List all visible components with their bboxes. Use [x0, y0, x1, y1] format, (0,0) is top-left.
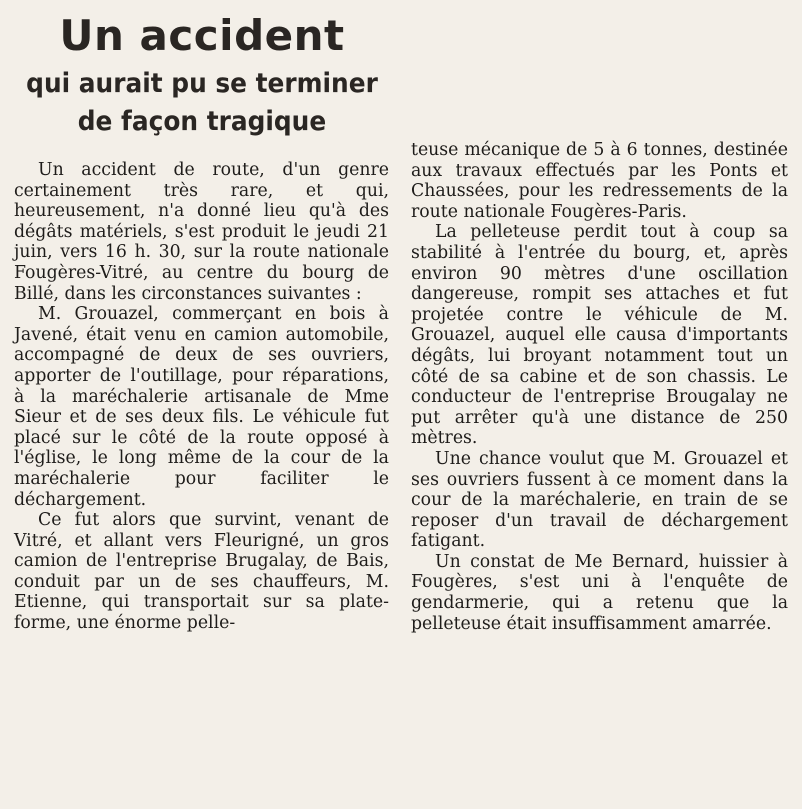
paragraph: M. Grouazel, commerçant en bois à Javené, était venu en camion automobile, accompagné de deux de ses ouvriers, apporter de l'outillage, pour réparations, à la maréchalerie artisanale de Mme Sieur et de ses deux fils. Le véhicule fut placé sur le côté de la route opposé à l'église, le long même de la cour de la maréchalerie pour faciliter le déchargement. [14, 304, 389, 510]
paragraph: Ce fut alors que survint, venant de Vitré, et allant vers Fleurigné, un gros camion de l'entreprise Brugalay, de Bais, conduit par un de ses chauffeurs, M. Etienne, qui transportait sur sa plate-forme, une énorme pelle- [14, 510, 389, 634]
article-subtitle-line-1: qui aurait pu se terminer [26, 68, 378, 99]
article-subtitle-line-2: de façon tragique [77, 106, 327, 137]
left-column [14, 160, 389, 634]
paragraph: La pelleteuse perdit tout à coup sa stabilité à l'entrée du bourg, et, après environ 90 mètres d'une oscillation dangereuse, rompit ses attaches et fut projetée contre le véhicule de M. Grouazel, auquel elle causa d'importants dégâts, lui broyant notamment tout un côté de sa cabine et de son chassis. Le conducteur de l'entreprise Brougalay ne put arrêter qu'à une distance de 250 mètres. [411, 222, 788, 449]
article-title: Un accident [59, 11, 345, 60]
paragraph-continued: teuse mécanique de 5 à 6 tonnes, destinée aux travaux effectués par les Ponts et Chaussées, pour les redressements de la route nationale Fougères-Paris. [411, 140, 788, 222]
paragraph: Un accident de route, d'un genre certainement très rare, et qui, heureusement, n'a donné lieu qu'à des dégâts matériels, s'est produit le jeudi 21 juin, vers 16 h. 30, sur la route nationale Fougères-Vitré, au centre du bourg de Billé, dans les circonstances suivantes : [14, 160, 389, 304]
paragraph: Une chance voulut que M. Grouazel et ses ouvriers fussent à ce moment dans la cour de la maréchalerie, en train de se reposer d'un travail de déchargement fatigant. [411, 448, 788, 552]
headline [0, 10, 404, 141]
paragraph: Un constat de Me Bernard, huissier à Fougères, s'est uni à l'enquête de gendarmerie, qui a retenu que la pelleteuse était insuffisamment amarrée. [411, 551, 788, 634]
right-column [411, 140, 788, 634]
